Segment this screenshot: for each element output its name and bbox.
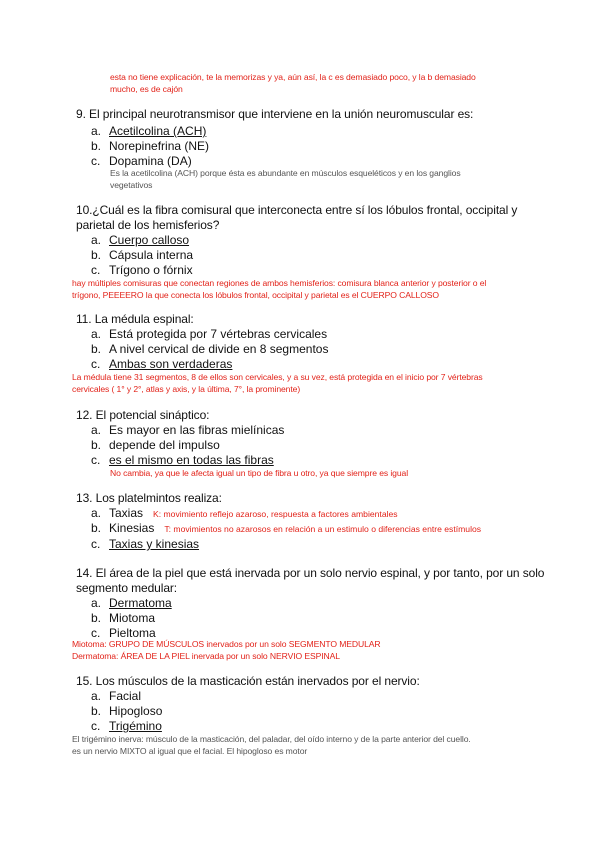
question-11-option-c: c. Ambas son verdaderas	[91, 357, 233, 371]
correct-answer: Dermatoma	[109, 596, 172, 610]
correct-answer: Taxias y kinesias	[109, 537, 200, 551]
question-11-note-line2: cervicales ( 1° y 2°, atlas y axis, y la última, 7°, la prominente)	[72, 384, 301, 394]
question-14-title-line2: segmento medular:	[76, 581, 178, 595]
question-10-note-line2: trígono, PEEEERO la que conecta los lóbulos frontal, occipital y parietal es el CUERPO CALLOSO	[72, 290, 439, 300]
question-10-title-line1: 10.¿Cuál es la fibra comisural que interconecta entre sí los lóbulos frontal, occipital y	[76, 203, 518, 217]
correct-answer: Cuerpo calloso	[109, 233, 190, 247]
question-13-option-b: b. Kinesias T: movimientos no azarosos en relación a un estimulo o diferencias entre estímulos	[91, 521, 482, 535]
question-11-option-a: a. Está protegida por 7 vértebras cervicales	[91, 327, 328, 341]
question-13-option-a: a. Taxias K: movimiento reflejo azaroso, respuesta a factores ambientales	[91, 506, 398, 520]
question-9-title: 9. El principal neurotransmisor que interviene en la unión neuromuscular es:	[76, 107, 474, 121]
question-10-option-a: a. Cuerpo calloso	[91, 233, 190, 247]
question-9-note-line2: vegetativos	[110, 180, 153, 190]
question-14-option-b: b. Miotoma	[91, 611, 156, 625]
question-12-option-c: c. es el mismo en todas las fibras	[91, 453, 274, 467]
correct-answer: Ambas son verdaderas	[109, 357, 233, 371]
question-9-option-b: b. Norepinefrina (NE)	[91, 139, 210, 153]
correct-answer: Acetilcolina (ACH)	[109, 124, 207, 138]
correct-answer: es el mismo en todas las fibras	[109, 453, 274, 467]
question-13-option-c: c. Taxias y kinesias	[91, 537, 200, 551]
question-12-option-a: a. Es mayor en las fibras mielínicas	[91, 423, 285, 437]
question-11-option-b: b. A nivel cervical de divide en 8 segmentos	[91, 342, 329, 356]
question-10-title-line2: parietal de los hemisferios?	[76, 218, 220, 232]
question-14-note-line2: Dermatoma: ÁREA DE LA PIEL inervada por un solo NERVIO ESPINAL	[72, 651, 340, 661]
intro-note-line2: mucho, es de cajón	[110, 84, 183, 94]
question-10-option-c: c. Trígono o fórnix	[91, 263, 193, 277]
question-11-note-line1: La médula tiene 31 segmentos, 8 de ellos son cervicales, y a su vez, está protegida en el inicio por 7 vértebras	[72, 372, 483, 382]
question-13-option-b-note: T: movimientos no azarosos en relación a un estimulo o diferencias entre estímulos	[164, 524, 482, 534]
question-12-title: 12. El potencial sináptico:	[76, 408, 210, 422]
question-15-option-a: a. Facial	[91, 689, 142, 703]
correct-answer: Trigémino	[109, 719, 162, 733]
question-15-note-line2: es un nervio MIXTO al igual que el facial. El hipogloso es motor	[72, 746, 308, 756]
question-14-option-a: a. Dermatoma	[91, 596, 172, 610]
question-15-option-b: b. Hipogloso	[91, 704, 163, 718]
question-13-option-a-note: K: movimiento reflejo azaroso, respuesta a factores ambientales	[153, 509, 398, 519]
question-12-option-b: b. depende del impulso	[91, 438, 220, 452]
question-15-option-c: c. Trigémino	[91, 719, 162, 733]
question-15-title: 15. Los músculos de la masticación están inervados por el nervio:	[76, 674, 420, 688]
question-11-title: 11. La médula espinal:	[76, 312, 194, 326]
question-9-note-line1: Es la acetilcolina (ACH) porque ésta es abundante en músculos esqueléticos y en los ganglios	[110, 168, 461, 178]
intro-note-line1: esta no tiene explicación, te la memorizas y ya, aún así, la c es demasiado poco, y la b demasiado	[110, 72, 476, 82]
question-14-title-line1: 14. El área de la piel que está inervada por un solo nervio espinal, y por tanto, por un solo	[76, 566, 545, 580]
question-13-title: 13. Los platelmintos realiza:	[76, 491, 222, 505]
question-9-option-a: a. Acetilcolina (ACH)	[91, 124, 207, 138]
question-14-option-c: c. Pieltoma	[91, 626, 156, 640]
question-9-option-c: c. Dopamina (DA)	[91, 154, 192, 168]
question-10-option-b: b. Cápsula interna	[91, 248, 194, 262]
question-10-note-line1: hay múltiples comisuras que conectan regiones de ambos hemisferios: comisura blanca anterior y posterior o el	[72, 278, 487, 288]
question-14-note-line1: Miotoma: GRUPO DE MÚSCULOS inervados por un solo SEGMENTO MEDULAR	[72, 639, 381, 649]
question-15-note-line1: El trigémino inerva: músculo de la masticación, del paladar, del oído interno y de la parte anterior del cuello.	[72, 734, 471, 744]
question-12-note-line1: No cambia, ya que le afecta igual un tipo de fibra u otro, ya que siempre es igual	[110, 468, 409, 478]
